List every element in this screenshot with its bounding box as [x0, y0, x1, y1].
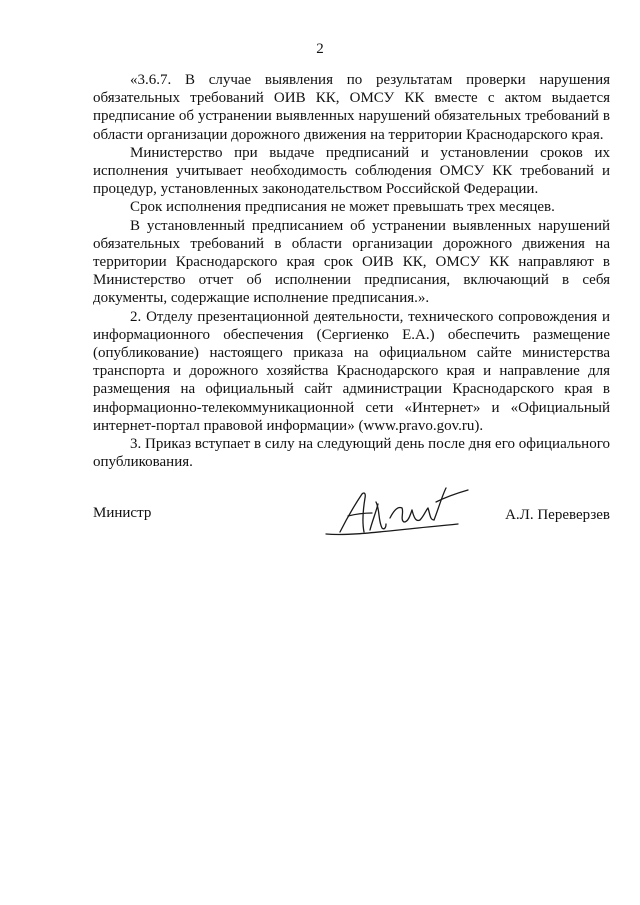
page-number: 2: [316, 41, 324, 57]
paragraph-item-2-publication: 2. Отделу презентационной деятельности, технического сопровождения и информационного обеспечения (Сергиенко Е.А.) обеспечить размещение (опубликование) настоящего приказа на официальном сайте министерства транспорта и дорожного хозяйства Краснодарского края и направление для размещения на официальный сайт администрации Краснодарского края в информационно-телекоммуникационной сети «Интернет» и «Официальный интернет-портал правовой информации» (www.pravo.gov.ru).: [93, 308, 610, 434]
paragraph-item-3-entry-into-force: 3. Приказ вступает в силу на следующий день после дня его официального опубликования.: [93, 436, 610, 471]
signatory-title: Министр: [93, 505, 152, 521]
paragraph-ministry-deadlines: Министерство при выдаче предписаний и установлении сроков их исполнения учитывает необходимость соблюдения ОМСУ КК требований и процедур, установленных законодательством Российской Федерации.: [93, 144, 610, 198]
document-body: [93, 71, 610, 471]
signature-block: [93, 480, 610, 550]
paragraph-report-submission: В установленный предписанием об устранении выявленных нарушений обязательных требований в области организации дорожного движения на территории Краснодарского края срок ОИВ КК, ОМСУ КК направляют в Министерство отчет об исполнении предписания, включающий в себя документы, содержащие исполнение предписания.».: [93, 217, 610, 307]
paragraph-deadline-limit: Срок исполнения предписания не может превышать трех месяцев.: [130, 199, 555, 216]
paragraph-3-6-7: «3.6.7. В случае выявления по результатам проверки нарушения обязательных требований ОИВ КК, ОМСУ КК вместе с актом выдается предписание об устранении выявленных нарушений обязательных требований в области организации дорожного движения на территории Краснодарского края.: [93, 72, 610, 143]
handwritten-signature: [318, 480, 478, 546]
signatory-name: А.Л. Переверзев: [505, 507, 610, 523]
